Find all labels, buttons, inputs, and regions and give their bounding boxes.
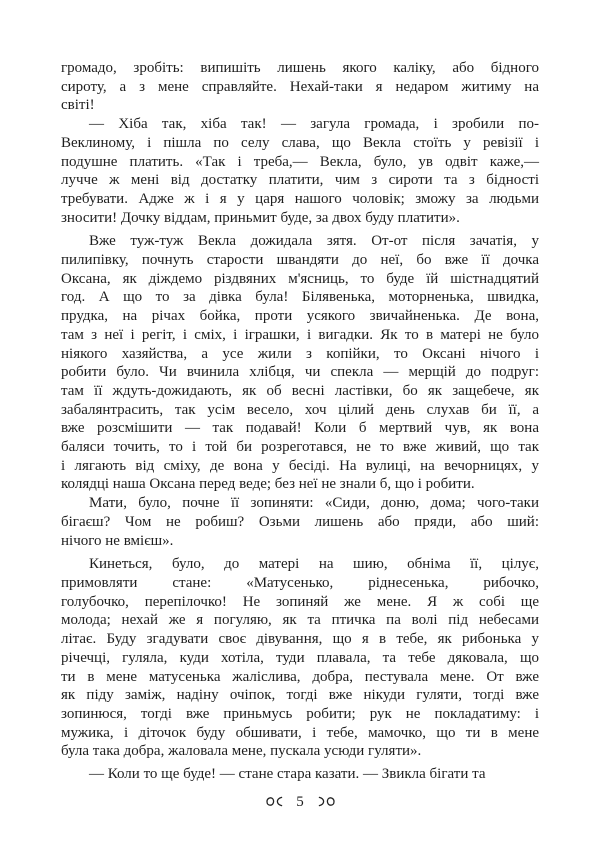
text-line: лучче ж мені від достатку платити, чим з сироти та з бідності [61,172,539,189]
text-line: Мати, було, почне її зопиняти: «Сиди, доню, дома; чого-таки [89,495,539,512]
text-line: Веклиному, і пішла по селу слава, що Векла стоїть у ревізії і [61,134,539,151]
paragraph [61,115,539,227]
text-line: мужика, і діточок буду обшивати, і тебе, мамочко, що ти в мене [61,724,539,741]
text-line: зопинюся, тогді вже приньмусь робити; рук не покладатиму: і [61,705,539,722]
text-line: забалянтрасить, так усім весело, хоч цілий день слухав би її, а [61,401,539,418]
text-line: Оксана, як діждемо різдвяних м'ясниць, то буде їй шістнадцятий [61,270,539,287]
text-line: і лягають від сміху, де вона у бесіді. На вулиці, на вечорницях, у [61,457,539,474]
paragraph [61,494,539,550]
text-line: бігаєш? Чом не робиш? Озьми лишень або пряди, або ший: [61,513,539,530]
text-line: — Хіба так, хіба так! — загула громада, і зробили по- [89,116,539,133]
text-line: голубочко, перепілочко! Не зопиняй же мене. Я ж собі ще [61,593,539,610]
text-line: Кинеться, було, до матері на шию, обніма її, цілує, [89,556,539,573]
text-block [61,59,539,784]
text-line: примовляти стане: «Матусенько, ріднесенька, рибочко, [61,574,539,591]
text-line: пилипівку, почнуть старости швандяти до неї, бо вже її дочка [61,252,539,269]
text-line: — Коли то ще буде! — стане стара казати. — Звикла бігати та [89,766,486,783]
text-line: як піду заміж, надіну очіпок, тогді вже нікуди гуляти, тогді вже [61,687,539,704]
text-line: ніякого хазяйства, а усе жили з копійки, то Оксані нічого і [61,345,539,362]
text-line: год. А що то за дівка була! Білявенька, моторненька, швидка, [61,289,539,306]
paragraph [61,59,539,115]
text-line: прудка, на річах бойка, проти усякого звичайненька. Де вона, [61,308,539,325]
text-line: зносити! Дочку віддам, приньмит буде, за двох буду платити». [61,209,460,226]
text-line: сироту, а з мене справляйте. Нехай-таки я недаром житиму на [61,78,539,95]
page-footer [0,791,600,812]
text-line: громадо, зробіть: випишіть лишень якого каліку, або бідного [61,60,539,76]
text-line: річечці, гуляла, куди хотіла, туди плавала, та тебе дяковала, що [61,649,539,666]
text-line: там з неї і регіт, і сміх, і іграшки, і вигадки. Як то в матері не було [61,326,539,343]
text-line: була така добра, жаловала мене, пускала усюди гуляти». [61,743,422,760]
paragraph [61,765,539,784]
fleuron-right-icon [318,796,335,807]
text-line: Вже туж-туж Векла дожидала зятя. От-от після зачатія, у [89,233,539,250]
text-line: там її ждуть-дожидають, як об весні ластівки, бо як защебече, як [61,382,539,399]
text-line: вже розсмішити — так подавай! Коли б мертвий чув, як вона [61,420,539,437]
page-number: 5 [296,793,304,810]
fleuron-left-icon [266,796,283,807]
text-line: требувати. Адже ж і я у царя нашого чоловік; зможу за людьми [61,190,539,207]
text-line: колядці наша Оксана перед веде; без неї не знали б, що і робити. [61,476,475,493]
text-line: подушне платить. «Так і треба,— Векла, було, ув одвіт каже,— [61,153,539,170]
text-line: баляси точить, то і той би розреготався, не то вже живий, що так [61,439,539,456]
text-line: літає. Буду згадувати своє дівування, що я в тебе, як рибонька у [61,631,539,648]
text-line: світі! [61,97,95,114]
text-line: молода; нехай же я погуляю, як та птичка па волі під небесами [61,612,539,629]
text-line: робити було. Чи вчинила хлібця, чи спекла — мерщій до подруг: [61,364,539,381]
paragraph [61,555,539,761]
text-line: нічого не вмієш». [61,532,174,549]
text-line: ти в мене матусенька жаліслива, добра, пестувала мене. От вже [61,668,539,685]
paragraph [61,232,539,494]
